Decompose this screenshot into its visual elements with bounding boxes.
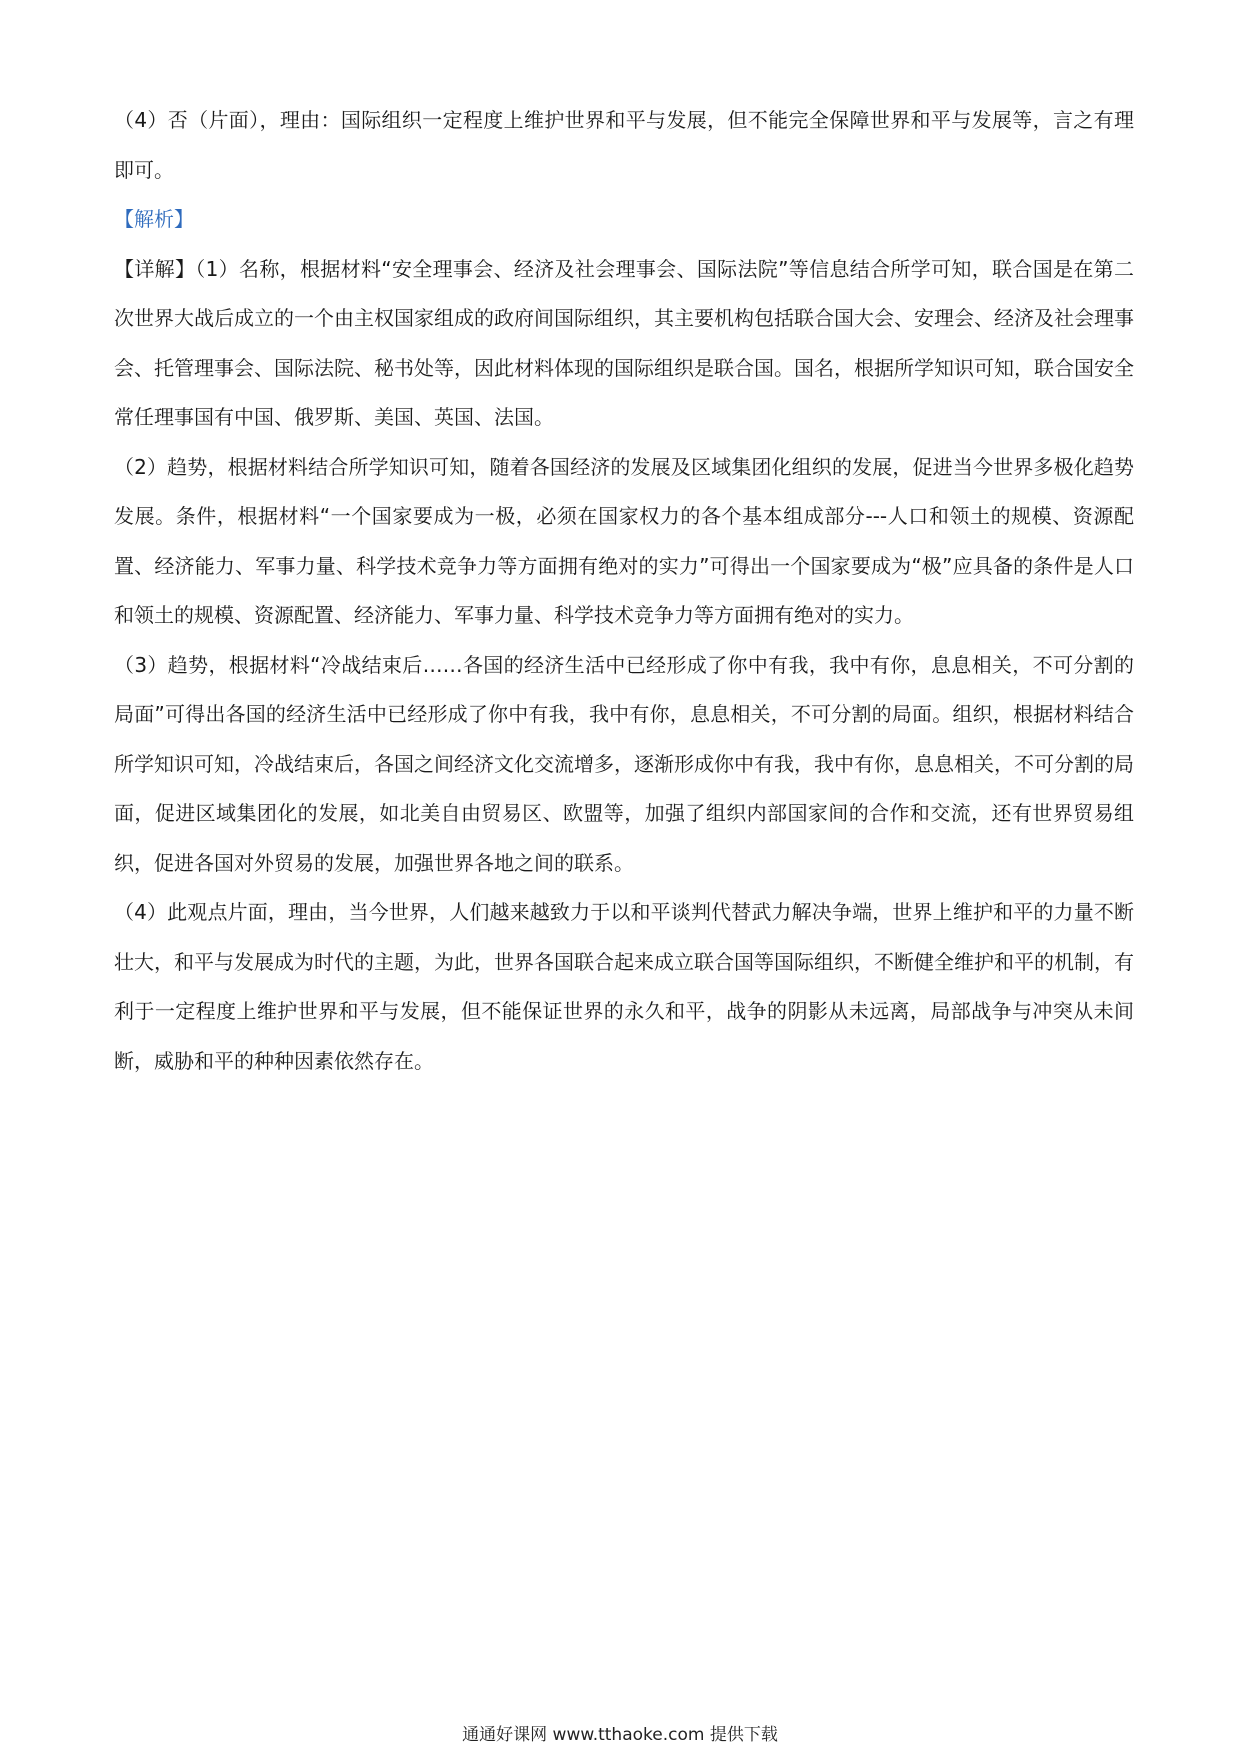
answer-4-paragraph: （4）否（片面），理由：国际组织一定程度上维护世界和平与发展，但不能完全保障世界和平与发展等，言之有理即可。: [114, 108, 1134, 182]
analysis-label: 【解析】: [114, 207, 194, 231]
document-body: [114, 96, 1134, 1086]
detail-1-paragraph: 【详解】（1）名称，根据材料“安全理事会、经济及社会理事会、国际法院”等信息结合所学可知，联合国是在第二次世界大战后成立的一个由主权国家组成的政府间国际组织，其主要机构包括联合国大会、安理会、经济及社会理事会、托管理事会、国际法院、秘书处等，因此材料体现的国际组织是联合国。国名，根据所学知识可知，联合国安全常任理事国有中国、俄罗斯、美国、英国、法国。: [114, 256, 1134, 429]
detail-2-paragraph: （2）趋势，根据材料结合所学知识可知，随着各国经济的发展及区域集团化组织的发展，促进当今世界多极化趋势发展。条件，根据材料“一个国家要成为一极，必须在国家权力的各个基本组成部分---人口和领土的规模、资源配置、经济能力、军事力量、科学技术竞争力等方面拥有绝对的实力”可得出一个国家要成为“极”应具备的条件是人口和领土的规模、资源配置、经济能力、军事力量、科学技术竞争力等方面拥有绝对的实力。: [114, 454, 1134, 627]
detail-3-paragraph: （3）趋势，根据材料“冷战结束后……各国的经济生活中已经形成了你中有我，我中有你，息息相关，不可分割的局面”可得出各国的经济生活中已经形成了你中有我，我中有你，息息相关，不可分割的局面。组织，根据材料结合所学知识可知，冷战结束后，各国之间经济文化交流增多，逐渐形成你中有我，我中有你，息息相关，不可分割的局面，促进区域集团化的发展，如北美自由贸易区、欧盟等，加强了组织内部国家间的合作和交流，还有世界贸易组织，促进各国对外贸易的发展，加强世界各地之间的联系。: [114, 652, 1134, 875]
detail-4-paragraph: （4）此观点片面，理由，当今世界，人们越来越致力于以和平谈判代替武力解决争端，世界上维护和平的力量不断壮大，和平与发展成为时代的主题，为此，世界各国联合起来成立联合国等国际组织，不断健全维护和平的机制，有利于一定程度上维护世界和平与发展，但不能保证世界的永久和平，战争的阴影从未远离，局部战争与冲突从未间断，威胁和平的种种因素依然存在。: [114, 900, 1134, 1073]
page-footer: 通通好课网 www.tthaoke.com 提供下载: [462, 1725, 778, 1745]
